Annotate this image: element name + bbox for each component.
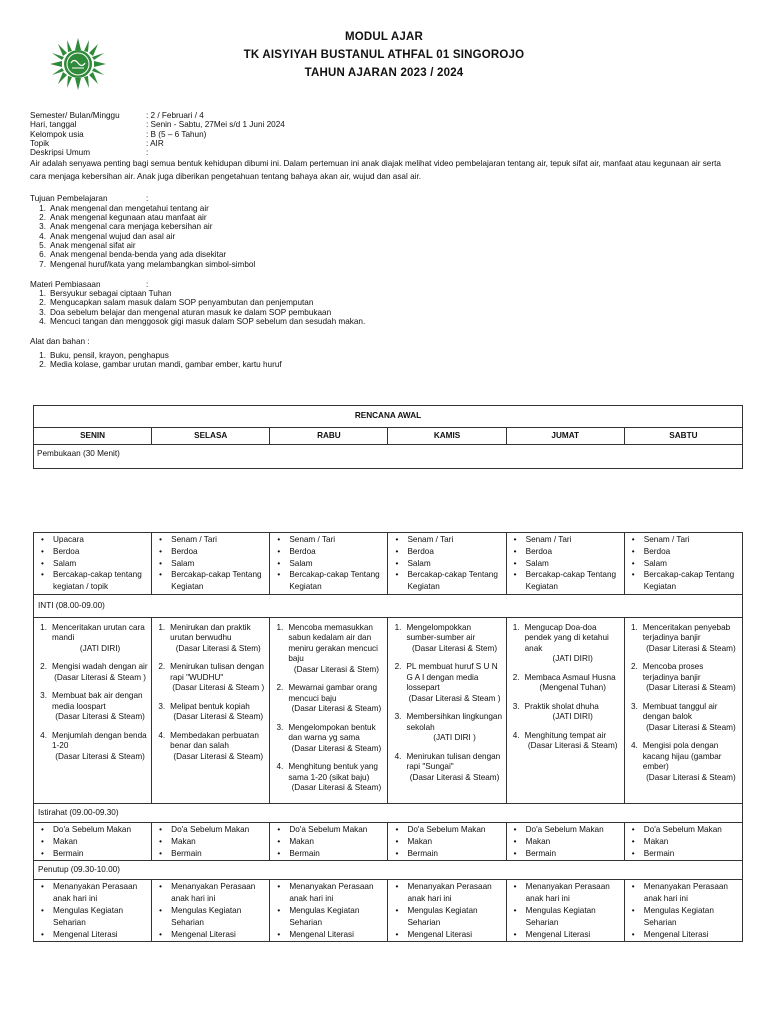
header-title: MODUL AJAR — [344, 31, 424, 43]
list-item: • Berdoa — [513, 546, 553, 556]
list-item: • Menanyakan Perasaan anak hari ini — [277, 882, 374, 904]
core-cell — [152, 617, 270, 803]
list-item: • Menanyakan Perasaan anak hari ini — [159, 882, 256, 904]
materials-list — [36, 351, 740, 370]
break-cell — [34, 822, 152, 860]
day-wednesday: RABU — [270, 428, 388, 445]
core-cell — [388, 617, 506, 803]
list-item: • Bermain — [41, 848, 84, 858]
closing-cell — [624, 880, 742, 942]
list-item: • Berdoa — [159, 546, 198, 556]
list-item: • Makan — [277, 836, 314, 846]
list-item: 3. Membersihkan lingkungan sekolah (JATI DIRI ) — [394, 712, 503, 743]
list-item: 2. Mewarnai gambar orang mencuci baju (Dasar Literasi & Steam) — [276, 683, 382, 714]
list-item: 1. Menirukan dan praktik urutan berwudhu (Dasar Literasi & Stem) — [158, 622, 261, 653]
opening-cell — [624, 533, 742, 595]
list-item: 1. Mengucap Doa-doa pendek yang di ketahui anak (JATI DIRI) — [512, 622, 609, 664]
list-item: • Bermain — [395, 848, 438, 858]
header-school: TK AISYIYAH BUSTANUL ATHFAL 01 SINGOROJO — [243, 49, 525, 61]
list-item: • Mengenal Literasi — [631, 929, 709, 939]
closing-cell — [270, 880, 388, 942]
list-item: 7. Mengenal huruf/kata yang melambangkan simbol-simbol — [39, 259, 256, 269]
list-item: 2. Mencoba proses terjadinya banjir (Dasar Literasi & Steam) — [630, 662, 736, 693]
list-item: 3. Membuat tanggul air dengan balok (Dasar Literasi & Steam) — [630, 701, 736, 732]
break-cell — [624, 822, 742, 860]
list-item: • Makan — [395, 836, 433, 846]
list-item: • Salam — [277, 558, 313, 568]
day-saturday: SABTU — [624, 428, 742, 445]
day-monday: SENIN — [34, 428, 152, 445]
core-session-label: INTI (08.00-09.00) — [34, 594, 743, 617]
core-cell — [270, 617, 388, 803]
header-year: TAHUN AJARAN 2023 / 2024 — [304, 67, 464, 79]
list-item: • Bermain — [159, 848, 202, 858]
list-item: • Berdoa — [631, 546, 671, 556]
list-item: • Makan — [41, 836, 78, 846]
break-session-label: Istirahat (09.00-09.30) — [34, 803, 743, 822]
list-item: • Salam — [159, 558, 195, 568]
day-thursday: KAMIS — [388, 428, 506, 445]
list-item: • Do'a Sebelum Makan — [159, 824, 250, 834]
list-item: • Mengenal Literasi — [277, 929, 354, 939]
plan-title: RENCANA AWAL — [34, 406, 743, 428]
list-item: • Bercakap-cakap Tentang Kegiatan — [159, 570, 262, 592]
list-item: • Senam / Tari — [277, 535, 336, 544]
list-item: 4. Menghitung tempat air (Dasar Literasi & Steam) — [512, 730, 618, 751]
document-header — [0, 28, 768, 82]
opening-cell — [506, 533, 624, 595]
list-item: • Mengulas Kegiatan Seharian — [631, 905, 714, 927]
objectives-heading: Tujuan Pembelajaran : — [30, 194, 149, 204]
opening-cell — [152, 533, 270, 595]
list-item: • Bercakap-cakap tentang kegiatan / topik — [41, 570, 142, 592]
list-item: 2. Mengucapkan salam masuk dalam SOP penyambutan dan penjemputan — [39, 298, 314, 308]
list-item: 3. Anak mengenal cara menjaga kebersihan air — [39, 222, 213, 232]
info-row-age-group: Kelompok usia : B (5 – 6 Tahun) — [30, 129, 207, 139]
list-item: 3. Melipat bentuk kopiah (Dasar Literasi & Steam) — [158, 701, 264, 722]
list-item: 2. Menirukan tulisan dengan rapi "WUDHU" (Dasar Literasi & Steam ) — [158, 662, 265, 693]
list-item: • Upacara — [41, 535, 84, 544]
list-item: 1. Bersyukur sebagai ciptaan Tuhan — [39, 289, 172, 299]
list-item: 3. Mengelompokan bentuk dan warna yg sama (Dasar Literasi & Steam) — [276, 722, 382, 753]
list-item: • Mengenal Literasi — [41, 929, 118, 939]
habit-material-list — [36, 289, 740, 326]
list-item: 4. Menghitung bentuk yang sama 1-20 (sikat baju) (Dasar Literasi & Steam) — [276, 762, 382, 793]
closing-cell — [34, 880, 152, 942]
list-item: • Menanyakan Perasaan anak hari ini — [513, 882, 610, 904]
core-cell — [34, 617, 152, 803]
break-session-row — [34, 803, 743, 822]
break-cell — [506, 822, 624, 860]
list-item: • Makan — [513, 836, 551, 846]
list-item: • Berdoa — [41, 546, 80, 556]
info-row-topic: Topik : AIR — [30, 138, 164, 148]
objectives-list — [36, 204, 740, 269]
break-cell — [388, 822, 506, 860]
list-item: 2. Membaca Asmaul Husna (Mengenal Tuhan) — [512, 672, 616, 693]
list-item: 4. Membedakan perbuatan benar dan salah (Dasar Literasi & Steam) — [158, 730, 264, 761]
opening-row — [34, 533, 743, 595]
list-item: 2. PL membuat huruf S U N G A I dengan media lossepart (Dasar Literasi & Steam ) — [394, 662, 501, 703]
list-item: 4. Anak mengenal wujud dan asal air — [39, 231, 176, 241]
list-item: • Menanyakan Perasaan anak hari ini — [41, 882, 138, 904]
closing-cell — [388, 880, 506, 942]
list-item: • Bercakap-cakap Tentang Kegiatan — [395, 570, 498, 592]
habit-material-heading: Materi Pembiasaan : — [30, 279, 149, 289]
list-item: 2. Anak mengenal kegunaan atau manfaat air — [39, 213, 207, 223]
list-item: 1. Buku, pensil, krayon, penghapus — [39, 350, 169, 360]
list-item: • Senam / Tari — [159, 535, 217, 544]
list-item: 3. Membuat bak air dengan media loospart (Dasar Literasi & Steam) — [40, 691, 145, 722]
list-item: 4. Menjumlah dengan benda 1-20 (Dasar Literasi & Steam) — [40, 730, 147, 761]
list-item: • Bercakap-cakap Tentang Kegiatan — [513, 570, 617, 592]
core-cell — [506, 617, 624, 803]
list-item: • Salam — [41, 558, 77, 568]
break-cell — [270, 822, 388, 860]
list-item: • Bermain — [631, 848, 675, 858]
list-item: 1. Anak mengenal dan mengetahui tentang air — [39, 203, 209, 213]
opening-cell — [34, 533, 152, 595]
list-item: • Mengenal Literasi — [395, 929, 473, 939]
list-item: • Senam / Tari — [395, 535, 454, 544]
opening-cell — [270, 533, 388, 595]
list-item: • Salam — [513, 558, 549, 568]
closing-activities-row — [34, 880, 743, 942]
list-item: • Menanyakan Perasaan anak hari ini — [395, 882, 492, 904]
list-item: • Mengulas Kegiatan Seharian — [277, 905, 360, 927]
list-item: 3. Praktik sholat dhuha (JATI DIRI) — [512, 701, 599, 722]
list-item: 1. Menceritakan urutan cara mandi (JATI DIRI) — [40, 622, 145, 653]
info-row-semester: Semester/ Bulan/Minggu : 2 / Februari / 4 — [30, 111, 204, 120]
info-row-description: Deskripsi Umum : — [30, 148, 149, 158]
day-friday: JUMAT — [506, 428, 624, 445]
closing-cell — [506, 880, 624, 942]
materials-heading: Alat dan bahan : — [30, 337, 90, 347]
description-paragraph: Air adalah senyawa penting bagi semua bentuk kehidupan dibumi ini. Dalam pertemuan ini anak diajak melihat video pembelajaran tentang air, tepuk sifat air, manfaat atau kegunaan air serta cara menjaga kebersihan air. Anak juga diberikan pengetahuan tentang bahaya akan air, wujud dan asal air. — [30, 159, 721, 182]
core-activities-row — [34, 617, 743, 803]
break-cell — [152, 822, 270, 860]
info-row-date: Hari, tanggal : Senin - Sabtu, 27Mei s/d 1 Juni 2024 — [30, 120, 285, 130]
list-item: 4. Mencuci tangan dan menggosok gigi masuk dalam SOP sebelum dan sesudah makan. — [39, 317, 366, 327]
list-item: • Makan — [631, 836, 669, 846]
closing-session-row — [34, 861, 743, 880]
list-item: • Do'a Sebelum Makan — [277, 824, 368, 834]
list-item: • Do'a Sebelum Makan — [513, 824, 604, 834]
module-info — [30, 111, 740, 369]
list-item: • Mengenal Literasi — [513, 929, 591, 939]
list-item: 4. Menirukan tulisan dengan rapi "Sungai" (Dasar Literasi & Steam) — [394, 751, 501, 782]
list-item: • Mengulas Kegiatan Seharian — [395, 905, 478, 927]
core-session-row — [34, 594, 743, 617]
plan-header-table — [33, 405, 743, 469]
list-item: • Berdoa — [395, 546, 434, 556]
list-item: 1. Menceritakan penyebab terjadinya banjir (Dasar Literasi & Steam) — [630, 622, 736, 653]
closing-cell — [152, 880, 270, 942]
list-item: • Do'a Sebelum Makan — [41, 824, 132, 834]
list-item: • Senam / Tari — [513, 535, 572, 544]
list-item: • Salam — [395, 558, 431, 568]
list-item: • Mengenal Literasi — [159, 929, 236, 939]
list-item: 1. Mencoba memasukkan sabun kedalam air dan meniru gerakan mencuci baju (Dasar Literasi & Stem) — [276, 622, 379, 674]
list-item: • Bercakap-cakap Tentang Kegiatan — [631, 570, 735, 592]
break-activities-row — [34, 822, 743, 860]
list-item: • Mengulas Kegiatan Seharian — [41, 905, 124, 927]
list-item: • Senam / Tari — [631, 535, 690, 544]
list-item: • Bermain — [513, 848, 557, 858]
list-item: 4. Mengisi pola dengan kacang hijau (gambar ember) (Dasar Literasi & Steam) — [630, 741, 736, 782]
list-item: • Makan — [159, 836, 196, 846]
list-item: 6. Anak mengenal benda-benda yang ada disekitar — [39, 250, 227, 260]
aisyiyah-logo-icon — [48, 36, 108, 92]
list-item: • Do'a Sebelum Makan — [395, 824, 486, 834]
list-item: • Bercakap-cakap Tentang Kegiatan — [277, 570, 380, 592]
list-item: • Mengulas Kegiatan Seharian — [159, 905, 242, 927]
list-item: 2. Media kolase, gambar urutan mandi, gambar ember, kartu huruf — [39, 359, 282, 369]
list-item: 2. Mengisi wadah dengan air (Dasar Literasi & Steam ) — [40, 662, 148, 682]
list-item: • Mengulas Kegiatan Seharian — [513, 905, 596, 927]
list-item: • Bermain — [277, 848, 320, 858]
list-item: • Berdoa — [277, 546, 316, 556]
list-item: 3. Doa sebelum belajar dan mengenal aturan masuk ke dalam SOP pembukaan — [39, 307, 332, 317]
day-tuesday: SELASA — [152, 428, 270, 445]
list-item: 1. Mengelompokkan sumber-sumber air (Dasar Literasi & Stem) — [394, 622, 498, 653]
core-cell — [624, 617, 742, 803]
list-item: • Menanyakan Perasaan anak hari ini — [631, 882, 728, 904]
closing-session-label: Penutup (09.30-10.00) — [34, 861, 743, 880]
opening-session-label: Pembukaan (30 Menit) — [34, 445, 743, 469]
list-item: • Salam — [631, 558, 667, 568]
list-item: • Do'a Sebelum Makan — [631, 824, 722, 834]
opening-cell — [388, 533, 506, 595]
activity-table — [33, 532, 743, 942]
list-item: 5. Anak mengenal sifat air — [39, 240, 136, 250]
